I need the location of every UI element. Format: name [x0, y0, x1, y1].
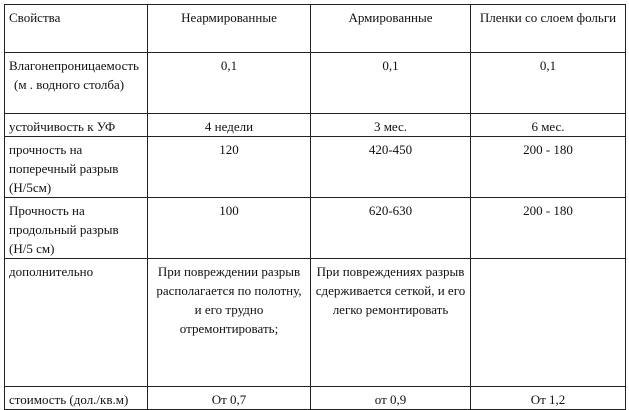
- table-row: [5, 53, 626, 114]
- row-label-additional: дополнительно: [5, 259, 148, 387]
- header-unreinforced: Неармированные: [148, 5, 311, 53]
- table-row: [5, 387, 626, 410]
- table-cell: 6 мес.: [471, 114, 626, 137]
- row-label-line: (м . водного столба): [14, 77, 125, 92]
- header-reinforced: Армированные: [311, 5, 471, 53]
- properties-table: [4, 4, 626, 410]
- table-cell: При повреждениях разрыв сдерживается сеткой, и его легко ремонтировать: [311, 259, 471, 387]
- table-cell: 620-630: [311, 198, 471, 259]
- table-cell: 3 мес.: [311, 114, 471, 137]
- table-cell: 0,1: [471, 53, 626, 114]
- table-cell: 0,1: [148, 53, 311, 114]
- row-label-longitudinal-strength: Прочность на продольный разрыв (Н/5 см): [5, 198, 148, 259]
- row-label-uv-resistance: устойчивость к УФ: [5, 114, 148, 137]
- table-cell: При повреждении разрыв располагается по полотну, и его трудно отремонтировать;: [148, 259, 311, 387]
- table-cell: От 0,7: [148, 387, 311, 410]
- table-row: [5, 114, 626, 137]
- table-cell: 200 - 180: [471, 137, 626, 198]
- table-header-row: [5, 5, 626, 53]
- table-cell: 420-450: [311, 137, 471, 198]
- table-cell: От 1,2: [471, 387, 626, 410]
- properties-table-container: [4, 4, 626, 410]
- table-row: [5, 137, 626, 198]
- table-cell: 4 недели: [148, 114, 311, 137]
- table-cell: 100: [148, 198, 311, 259]
- row-label-transverse-strength: прочность на поперечный разрыв (Н/5см): [5, 137, 148, 198]
- header-properties: Свойства: [5, 5, 148, 53]
- table-row: [5, 259, 626, 387]
- row-label-cost: стоимость (дол./кв.м): [5, 387, 148, 410]
- row-label-line: Влагонепроницаемость: [9, 58, 139, 73]
- table-row: [5, 198, 626, 259]
- table-cell: 120: [148, 137, 311, 198]
- table-cell: 0,1: [311, 53, 471, 114]
- table-cell: [471, 259, 626, 387]
- table-cell: 200 - 180: [471, 198, 626, 259]
- row-label-waterproofness: [5, 53, 148, 114]
- header-foil-films: Пленки со слоем фольги: [471, 5, 626, 53]
- table-cell: от 0,9: [311, 387, 471, 410]
